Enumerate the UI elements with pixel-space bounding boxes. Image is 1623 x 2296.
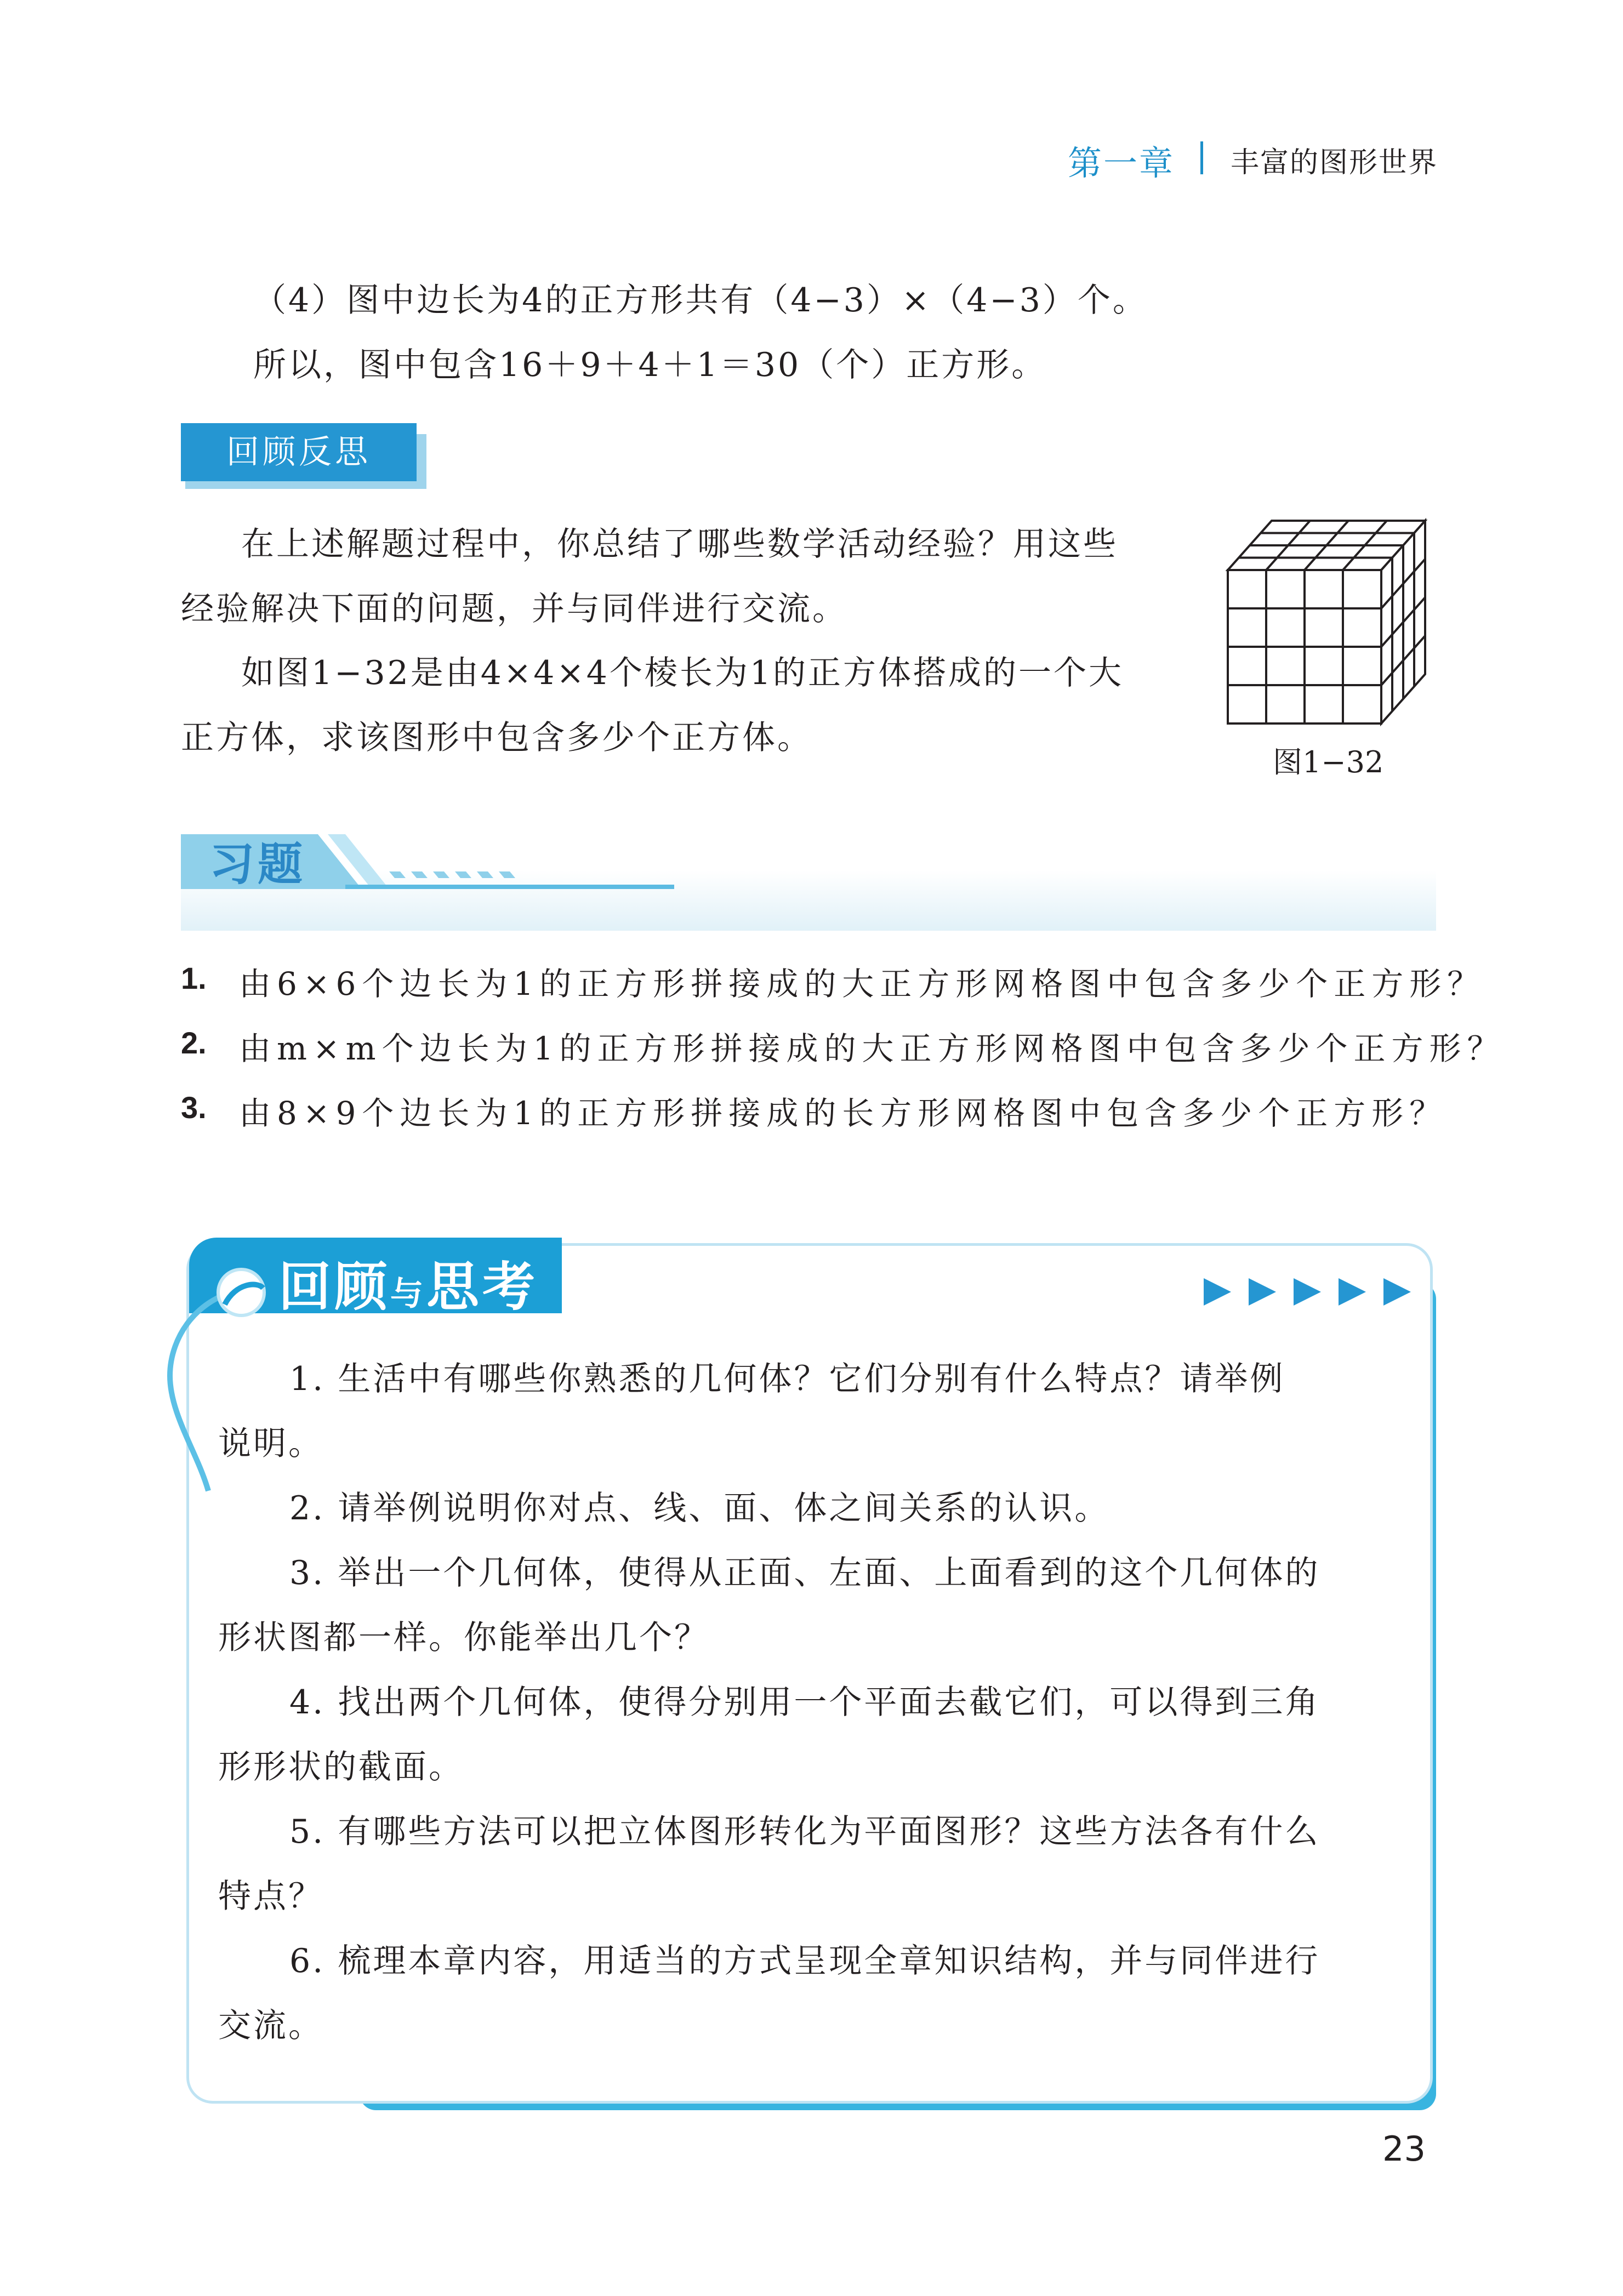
solution-conclusion: 所以，图中包含16＋9＋4＋1＝30（个）正方形。	[253, 346, 1047, 384]
exercise-text: 由8×9个边长为1的正方形拼接成的长方形网格图中包含多少个正方形？	[239, 1095, 1448, 1132]
reflection-paragraph-1-line-2: 经验解决下面的问题，并与同伴进行交流。	[181, 590, 847, 628]
reflection-paragraph-1-line-1: 在上述解题过程中，你总结了哪些数学活动经验？用这些	[241, 525, 1118, 563]
review-question-3-line-2: 形状图都一样。你能举出几个？	[218, 1619, 709, 1657]
review-question-5-line-2: 特点？	[218, 1877, 323, 1916]
exercises-title: 习题	[209, 839, 306, 891]
exercise-number: 2.	[181, 1025, 207, 1060]
review-question-6-line-1: 6. 梳理本章内容，用适当的方式呈现全章知识结构，并与同伴进行	[289, 1942, 1320, 1980]
exercise-number: 3.	[181, 1090, 207, 1125]
review-question-2: 2. 请举例说明你对点、线、面、体之间关系的认识。	[289, 1489, 1110, 1528]
figure-caption: 图1−32	[1273, 745, 1384, 779]
review-question-6-line-2: 交流。	[218, 2007, 323, 2045]
review-title-connector: 与	[390, 1275, 426, 1313]
review-title-part-2: 思考	[426, 1256, 538, 1318]
page-number: 23	[1382, 2129, 1426, 2169]
header-divider	[1200, 141, 1203, 174]
solution-step-4: （4）图中边长为4的正方形共有（4−3）×（4−3）个。	[253, 281, 1148, 320]
exercise-text: 由6×6个边长为1的正方形拼接成的大正方形网格图中包含多少个正方形？	[239, 965, 1485, 1002]
review-question-1-line-1: 1. 生活中有哪些你熟悉的几何体？它们分别有什么特点？请举例	[289, 1360, 1285, 1398]
exercise-text: 由m×m个边长为1的正方形拼接成的大正方形网格图中包含多少个正方形？	[239, 1030, 1505, 1067]
reflection-tag: 回顾反思	[181, 423, 417, 481]
review-question-1-line-2: 说明。	[218, 1425, 323, 1463]
arrow-decoration-icon	[1204, 1273, 1412, 1311]
reflection-paragraph-2-line-2: 正方体，求该图形中包含多少个正方体。	[181, 719, 812, 757]
review-question-4-line-2: 形形状的截面。	[218, 1748, 464, 1786]
chapter-label: 第一章	[1068, 143, 1175, 183]
review-title	[278, 1245, 538, 1320]
review-title-part-1: 回顾	[278, 1256, 390, 1318]
reflection-paragraph-2-line-1: 如图1−32是由4×4×4个棱长为1的正方体搭成的一个大	[241, 654, 1124, 692]
review-question-3-line-1: 3. 举出一个几何体，使得从正面、左面、上面看到的这个几何体的	[289, 1554, 1320, 1592]
cube-4x4x4-figure	[1217, 510, 1447, 740]
chapter-title: 丰富的图形世界	[1231, 146, 1438, 179]
review-question-5-line-1: 5. 有哪些方法可以把立体图形转化为平面图形？这些方法各有什么	[289, 1813, 1320, 1851]
exercise-number: 1.	[181, 961, 207, 995]
review-question-4-line-1: 4. 找出两个几何体，使得分别用一个平面去截它们，可以得到三角	[289, 1683, 1320, 1722]
